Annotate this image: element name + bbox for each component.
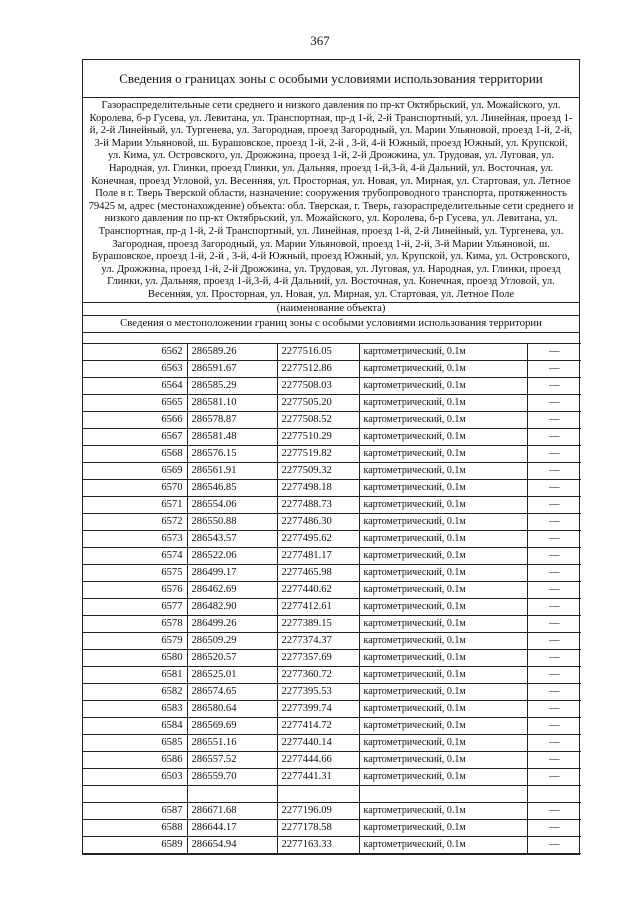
- determination-method: картометрический, 0.1м: [359, 768, 527, 785]
- accuracy-value: —: [527, 581, 581, 598]
- point-number: 6583: [83, 700, 187, 717]
- point-number: 6588: [83, 819, 187, 836]
- point-number: 6579: [83, 632, 187, 649]
- table-row: [83, 734, 581, 751]
- accuracy-value: —: [527, 598, 581, 615]
- table-row: [83, 479, 581, 496]
- object-description: Газораспределительные сети среднего и низкого давления по пр-кт Октябрьский, ул. Можайского, ул. Королева, б-р Гусева, ул. Левитана, ул. Транспортная, пр-д 1-й, 2-й Транспортный, ул. Линейная, проезд 1-й, 2-й Линейный, ул. Тургенева, ул. Загородная, проезд Загородный, ул. Марии Ульяновой, проезд 1-й, 2-й, 3-й Марии Ульяновой, ш. Бурашовское, проезд 1-й, 2-й , 3-й, 4-й Южный, проезд Южный, ул. Крупской, ул. Кима, ул. Островского, ул. Дрожжина, проезд 1-й, 2-й Дрожжина, ул. Трудовая, ул. Луговая, ул. Народная, ул. Глинки, проезд Глинки, ул. Дальняя, проезд 1-й,3-й, 4-й Дальний, ул. Восточная, ул. Конечная, проезд Угловой, ул. Весенняя, ул. Просторная, ул. Новая, ул. Мирная, ул. Стартовая, ул. Летное Поле в г. Тверь Тверской области, назначение: сооружения трубопроводного транспорта, протяженность 79425 м, адрес (местонахождение) объекта: обл. Тверская, г. Тверь, газораспределительные сети среднего и низкого давления по пр-кт Октябрьский, ул. Можайского, ул. Королева, б-р Гусева, ул. Левитана, ул. Транспортная, пр-д 1-й, 2-й Транспортный, ул. Линейная, проезд 1-й, 2-й Линейный, ул. Тургенева, ул. Загородная, проезд Загородный, ул. Марии Ульяновой, проезд 1-й, 2-й, 3-й Марии Ульяновой, ш. Бурашовское, проезд 1-й, 2-й , 3-й, 4-й Южный, проезд Южный, ул. Крупской, ул. Кима, ул. Островского, ул. Дрожжина, проезд 1-й, 2-й Дрожжина, ул. Трудовая, ул. Луговая, ул. Народная, ул. Глинки, проезд Глинки, ул. Дальняя, проезд 1-й,3-й, 4-й Дальний, ул. Восточная, ул. Конечная, проезд Угловой, ул. Весенняя, ул. Просторная, ул. Новая, ул. Мирная, ул. Стартовая, ул. Летное Поле: [88, 100, 574, 300]
- determination-method: картометрический, 0.1м: [359, 343, 527, 360]
- y-coordinate: 2277178.58: [277, 819, 359, 836]
- table-row: [83, 343, 581, 360]
- accuracy-value: —: [527, 445, 581, 462]
- table-row: [83, 615, 581, 632]
- determination-method: картометрический, 0.1м: [359, 581, 527, 598]
- accuracy-value: —: [527, 428, 581, 445]
- table-row: [83, 581, 581, 598]
- x-coordinate: 286576.15: [187, 445, 277, 462]
- determination-method: картометрический, 0.1м: [359, 360, 527, 377]
- accuracy-value: —: [527, 683, 581, 700]
- accuracy-value: —: [527, 394, 581, 411]
- accuracy-value: —: [527, 360, 581, 377]
- point-number: 6569: [83, 462, 187, 479]
- y-coordinate: 2277509.32: [277, 462, 359, 479]
- x-coordinate: 286554.06: [187, 496, 277, 513]
- point-number: 6571: [83, 496, 187, 513]
- y-coordinate: 2277498.18: [277, 479, 359, 496]
- table-row-empty: [83, 785, 581, 802]
- point-number: 6575: [83, 564, 187, 581]
- y-coordinate: 2277512.86: [277, 360, 359, 377]
- table-row: [83, 700, 581, 717]
- table-spacer: [83, 332, 579, 343]
- table-row: [83, 768, 581, 785]
- table-row: [83, 360, 581, 377]
- determination-method: картометрический, 0.1м: [359, 615, 527, 632]
- accuracy-value: —: [527, 513, 581, 530]
- y-coordinate: 2277519.82: [277, 445, 359, 462]
- x-coordinate: 286580.64: [187, 700, 277, 717]
- table-row: [83, 428, 581, 445]
- accuracy-value: —: [527, 768, 581, 785]
- x-coordinate: 286589.26: [187, 343, 277, 360]
- x-coordinate: 286569.69: [187, 717, 277, 734]
- determination-method: картометрический, 0.1м: [359, 513, 527, 530]
- point-number: 6565: [83, 394, 187, 411]
- y-coordinate: 2277465.98: [277, 564, 359, 581]
- accuracy-value: —: [527, 717, 581, 734]
- accuracy-value: —: [527, 343, 581, 360]
- determination-method: картометрический, 0.1м: [359, 394, 527, 411]
- accuracy-value: —: [527, 377, 581, 394]
- y-coordinate: 2277395.53: [277, 683, 359, 700]
- point-number: 6587: [83, 802, 187, 819]
- x-coordinate: 286671.68: [187, 802, 277, 819]
- point-number: 6562: [83, 343, 187, 360]
- determination-method: картометрический, 0.1м: [359, 462, 527, 479]
- x-coordinate: 286462.69: [187, 581, 277, 598]
- x-coordinate: 286546.85: [187, 479, 277, 496]
- sheet-title: Сведения о границах зоны с особыми условиями использования территории: [83, 60, 579, 98]
- table-row: [83, 445, 581, 462]
- accuracy-value: —: [527, 802, 581, 819]
- x-coordinate: 286578.87: [187, 411, 277, 428]
- accuracy-value: —: [527, 819, 581, 836]
- x-coordinate: 286522.06: [187, 547, 277, 564]
- determination-method: картометрический, 0.1м: [359, 411, 527, 428]
- coordinates-table-group1: [83, 343, 581, 785]
- x-coordinate: 286550.88: [187, 513, 277, 530]
- table-row: [83, 683, 581, 700]
- y-coordinate: 2277481.17: [277, 547, 359, 564]
- y-coordinate: 2277441.31: [277, 768, 359, 785]
- coordinates-table-gap: [83, 785, 581, 802]
- y-coordinate: 2277399.74: [277, 700, 359, 717]
- point-number: 6503: [83, 768, 187, 785]
- x-coordinate: 286585.29: [187, 377, 277, 394]
- table-row: [83, 547, 581, 564]
- x-coordinate: 286543.57: [187, 530, 277, 547]
- table-row: [83, 564, 581, 581]
- x-coordinate: 286574.65: [187, 683, 277, 700]
- table-row: [83, 836, 581, 853]
- determination-method: картометрический, 0.1м: [359, 479, 527, 496]
- location-section-title: Сведения о местоположении границ зоны с особыми условиями использования территории: [83, 315, 579, 332]
- table-row: [83, 632, 581, 649]
- point-number: 6570: [83, 479, 187, 496]
- accuracy-value: —: [527, 547, 581, 564]
- x-coordinate: 286525.01: [187, 666, 277, 683]
- point-number: 6567: [83, 428, 187, 445]
- y-coordinate: 2277486.30: [277, 513, 359, 530]
- x-coordinate: 286551.16: [187, 734, 277, 751]
- x-coordinate: 286561.91: [187, 462, 277, 479]
- y-coordinate: 2277163.33: [277, 836, 359, 853]
- page-number: 367: [310, 33, 330, 48]
- determination-method: картометрический, 0.1м: [359, 445, 527, 462]
- determination-method: картометрический, 0.1м: [359, 377, 527, 394]
- accuracy-value: —: [527, 700, 581, 717]
- determination-method: картометрический, 0.1м: [359, 683, 527, 700]
- y-coordinate: 2277508.03: [277, 377, 359, 394]
- x-coordinate: 286557.52: [187, 751, 277, 768]
- point-number: 6578: [83, 615, 187, 632]
- accuracy-value: —: [527, 615, 581, 632]
- y-coordinate: 2277516.05: [277, 343, 359, 360]
- x-coordinate: 286644.17: [187, 819, 277, 836]
- determination-method: картометрический, 0.1м: [359, 496, 527, 513]
- determination-method: картометрический, 0.1м: [359, 649, 527, 666]
- determination-method: картометрический, 0.1м: [359, 666, 527, 683]
- determination-method: картометрический, 0.1м: [359, 564, 527, 581]
- y-coordinate: 2277440.14: [277, 734, 359, 751]
- x-coordinate: 286581.48: [187, 428, 277, 445]
- accuracy-value: —: [527, 479, 581, 496]
- y-coordinate: 2277389.15: [277, 615, 359, 632]
- point-number: 6581: [83, 666, 187, 683]
- x-coordinate: 286499.17: [187, 564, 277, 581]
- x-coordinate: 286559.70: [187, 768, 277, 785]
- point-number: 6573: [83, 530, 187, 547]
- accuracy-value: —: [527, 530, 581, 547]
- determination-method: картометрический, 0.1м: [359, 734, 527, 751]
- point-number: 6564: [83, 377, 187, 394]
- point-number: 6572: [83, 513, 187, 530]
- x-coordinate: 286654.94: [187, 836, 277, 853]
- table-row: [83, 666, 581, 683]
- accuracy-value: —: [527, 836, 581, 853]
- determination-method: картометрический, 0.1м: [359, 819, 527, 836]
- y-coordinate: 2277360.72: [277, 666, 359, 683]
- y-coordinate: 2277510.29: [277, 428, 359, 445]
- x-coordinate: 286591.67: [187, 360, 277, 377]
- x-coordinate: 286482.90: [187, 598, 277, 615]
- point-number: 6585: [83, 734, 187, 751]
- table-row: [83, 411, 581, 428]
- y-coordinate: 2277357.69: [277, 649, 359, 666]
- y-coordinate: 2277196.09: [277, 802, 359, 819]
- y-coordinate: 2277488.73: [277, 496, 359, 513]
- table-row: [83, 377, 581, 394]
- determination-method: картометрический, 0.1м: [359, 530, 527, 547]
- point-number: 6586: [83, 751, 187, 768]
- determination-method: картометрический, 0.1м: [359, 717, 527, 734]
- y-coordinate: 2277444.66: [277, 751, 359, 768]
- determination-method: картометрический, 0.1м: [359, 802, 527, 819]
- determination-method: картометрический, 0.1м: [359, 547, 527, 564]
- y-coordinate: 2277412.61: [277, 598, 359, 615]
- table-row: [83, 598, 581, 615]
- table-row: [83, 649, 581, 666]
- accuracy-value: —: [527, 734, 581, 751]
- accuracy-value: —: [527, 751, 581, 768]
- accuracy-value: —: [527, 411, 581, 428]
- accuracy-value: —: [527, 666, 581, 683]
- x-coordinate: 286520.57: [187, 649, 277, 666]
- x-coordinate: 286581.10: [187, 394, 277, 411]
- y-coordinate: 2277374.37: [277, 632, 359, 649]
- table-row: [83, 530, 581, 547]
- determination-method: картометрический, 0.1м: [359, 700, 527, 717]
- table-row: [83, 802, 581, 819]
- table-row: [83, 513, 581, 530]
- accuracy-value: —: [527, 496, 581, 513]
- coordinates-table: [83, 343, 581, 854]
- x-coordinate: 286499.26: [187, 615, 277, 632]
- zone-boundaries-sheet: [82, 59, 580, 855]
- point-number: 6566: [83, 411, 187, 428]
- accuracy-value: —: [527, 462, 581, 479]
- point-number: 6577: [83, 598, 187, 615]
- accuracy-value: —: [527, 564, 581, 581]
- point-number: 6574: [83, 547, 187, 564]
- table-row: [83, 496, 581, 513]
- accuracy-value: —: [527, 649, 581, 666]
- point-number: 6568: [83, 445, 187, 462]
- x-coordinate: 286509.29: [187, 632, 277, 649]
- determination-method: картометрический, 0.1м: [359, 428, 527, 445]
- point-number: 6580: [83, 649, 187, 666]
- point-number: 6582: [83, 683, 187, 700]
- y-coordinate: 2277505.20: [277, 394, 359, 411]
- y-coordinate: 2277495.62: [277, 530, 359, 547]
- accuracy-value: —: [527, 632, 581, 649]
- point-number: 6576: [83, 581, 187, 598]
- determination-method: картометрический, 0.1м: [359, 836, 527, 853]
- y-coordinate: 2277414.72: [277, 717, 359, 734]
- determination-method: картометрический, 0.1м: [359, 598, 527, 615]
- table-row: [83, 717, 581, 734]
- point-number: 6563: [83, 360, 187, 377]
- determination-method: картометрический, 0.1м: [359, 751, 527, 768]
- y-coordinate: 2277508.52: [277, 411, 359, 428]
- determination-method: картометрический, 0.1м: [359, 632, 527, 649]
- table-row: [83, 819, 581, 836]
- table-row: [83, 462, 581, 479]
- point-number: 6589: [83, 836, 187, 853]
- table-row: [83, 394, 581, 411]
- table-row: [83, 751, 581, 768]
- y-coordinate: 2277440.62: [277, 581, 359, 598]
- coordinates-table-group2: [83, 802, 581, 853]
- point-number: 6584: [83, 717, 187, 734]
- object-description-caption: (наименование объекта): [83, 302, 579, 315]
